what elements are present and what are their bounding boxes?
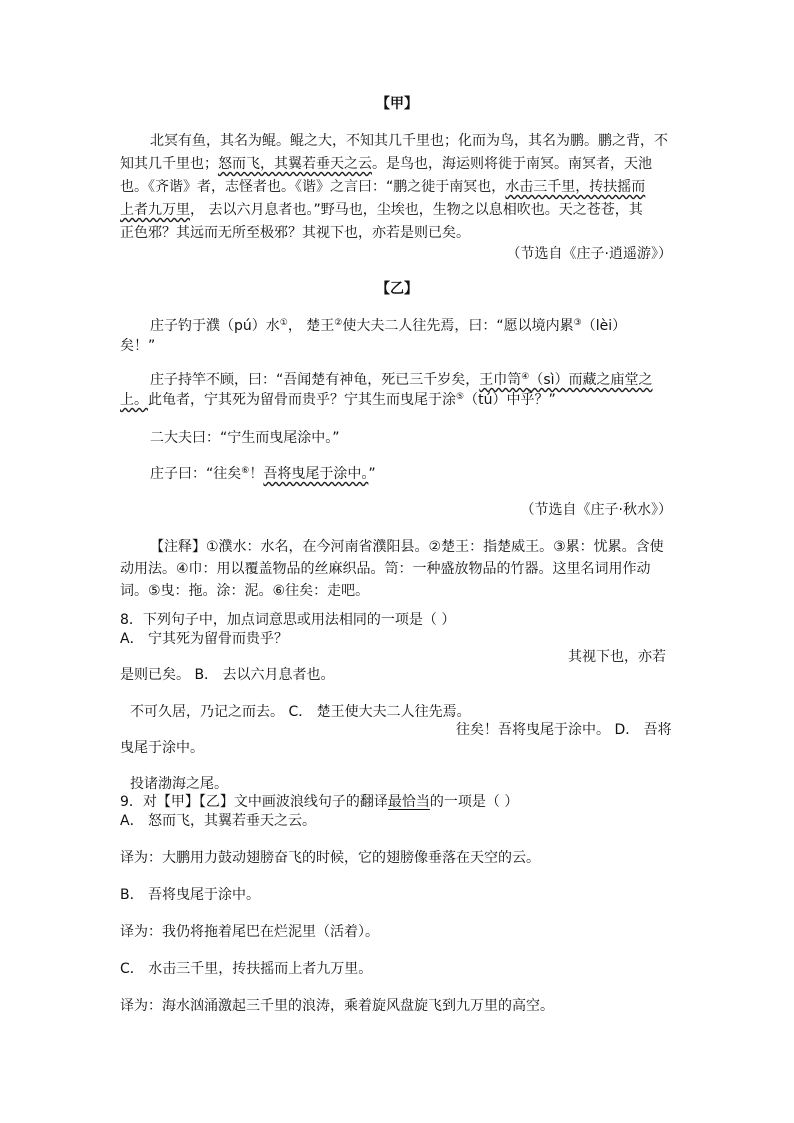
jia-line-4: 上者九万里， 去以六月息者也。”野马也，尘埃也，生物之以息相吹也。天之苍苍，其 (120, 202, 643, 218)
wavy-underline-sentence: 上者九万里 (120, 202, 190, 218)
jia-line-1: 北冥有鱼，其名为鲲。鲲之大，不知其几千里也；化而为鸟，其名为鹏。鹏之背，不 (150, 133, 668, 149)
yi-source: （节选自《庄子·秋水》） (520, 502, 672, 518)
yi-para-2-line-2: 上。此龟者，宁其死为留骨而贵乎？宁其生而曳尾于涂⑤（tú）中乎？” (120, 392, 556, 408)
notes-line-2: 动用法。④巾：用以覆盖物品的丝麻织品。笥：一种盛放物品的竹器。这里名词用作动 (120, 561, 651, 577)
question-9-stem: 9．对【甲】【乙】文中画波浪线句子的翻译最恰当的一项是（ ） (120, 794, 519, 810)
section-heading-jia: 【甲】 (376, 96, 418, 112)
question-9-option-c: C． 水击三千里，抟扶摇而上者九万里。 (120, 961, 373, 977)
jia-source: （节选自《庄子·逍遥游》） (506, 246, 672, 262)
question-9-option-b: B． 吾将曳尾于涂中。 (120, 887, 261, 903)
wavy-underline-sentence: 怒而飞，其翼若垂天之云 (218, 156, 372, 172)
yi-para-2-line-1: 庄子持竿不顾，曰：“吾闻楚有神龟，死已三千岁矣，王巾笥④（sì）而藏之庙堂之 (150, 372, 653, 388)
question-8-option-d-pair: 投诸渤海之尾。 (130, 776, 228, 792)
jia-line-5: 正色邪？其远而无所至极邪？其视下也，亦若是则已矣。 (120, 225, 470, 241)
yi-para-3: 二大夫曰：“宁生而曳尾涂中。” (150, 430, 340, 446)
wavy-underline-sentence: 上。 (120, 392, 148, 408)
section-heading-yi: 【乙】 (376, 281, 418, 297)
question-9-option-b-translation: 译为：我仍将拖着尾巴在烂泥里（活着）。 (120, 924, 379, 940)
jia-line-2: 知其几千里也；怒而飞，其翼若垂天之云。是鸟也，海运则将徙于南冥。南冥者，天池 (120, 156, 652, 172)
notes-line-3: 词。⑤曳：拖。涂：泥。⑥往矣：走吧。 (120, 583, 370, 599)
wavy-underline-sentence: 王巾笥④（sì）而藏之庙堂之 (479, 372, 653, 388)
question-8-option-b: 是则已矣。 B． 去以六月息者也。 (120, 667, 335, 683)
question-9-option-c-translation: 译为：海水汹涌激起三千里的浪涛，乘着旋风盘旋飞到九万里的高空。 (120, 998, 554, 1014)
question-9-option-a: A． 怒而飞，其翼若垂天之云。 (120, 813, 317, 829)
question-8-option-c-pair: 往矣！吾将曳尾于涂中。 D． 吾将 (456, 722, 672, 738)
jia-line-3: 也。《齐谐》者，志怪者也。《谐》之言曰：“鹏之徙于南冥也，水击三千里，抟扶摇而 (120, 179, 646, 195)
question-8-option-a-pair: 其视下也，亦若 (568, 649, 666, 665)
wavy-underline-sentence: 水击三千里，抟扶摇而 (505, 179, 646, 195)
yi-para-1-line-1: 庄子钓于濮（pú）水①， 楚王②使大夫二人往先焉，曰：“愿以境内累③（lèi） (150, 318, 627, 334)
question-8-stem: 8．下列句子中，加点词意思或用法相同的一项是（ ） (120, 612, 456, 628)
question-8-option-a: A． 宁其死为留骨而贵乎？ (120, 631, 289, 647)
wavy-underline-sentence: 吾将曳尾于涂中。 (263, 466, 369, 482)
question-8-option-b-pair: 不可久居，乃记之而去。 C． 楚王使大夫二人往先焉。 (130, 704, 471, 720)
question-9-option-a-translation: 译为：大鹏用力鼓动翅膀奋飞的时候，它的翅膀像垂落在天空的云。 (120, 850, 540, 866)
question-8-option-d: 曳尾于涂中。 (120, 740, 204, 756)
yi-para-4: 庄子曰：“往矣⑥！吾将曳尾于涂中。” (150, 466, 376, 482)
yi-para-1-line-2: 矣！” (120, 338, 156, 354)
notes-line-1: 【注释】①濮水：水名，在今河南省濮阳县。②楚王：指楚威王。③累：忧累。含使 (150, 539, 664, 555)
